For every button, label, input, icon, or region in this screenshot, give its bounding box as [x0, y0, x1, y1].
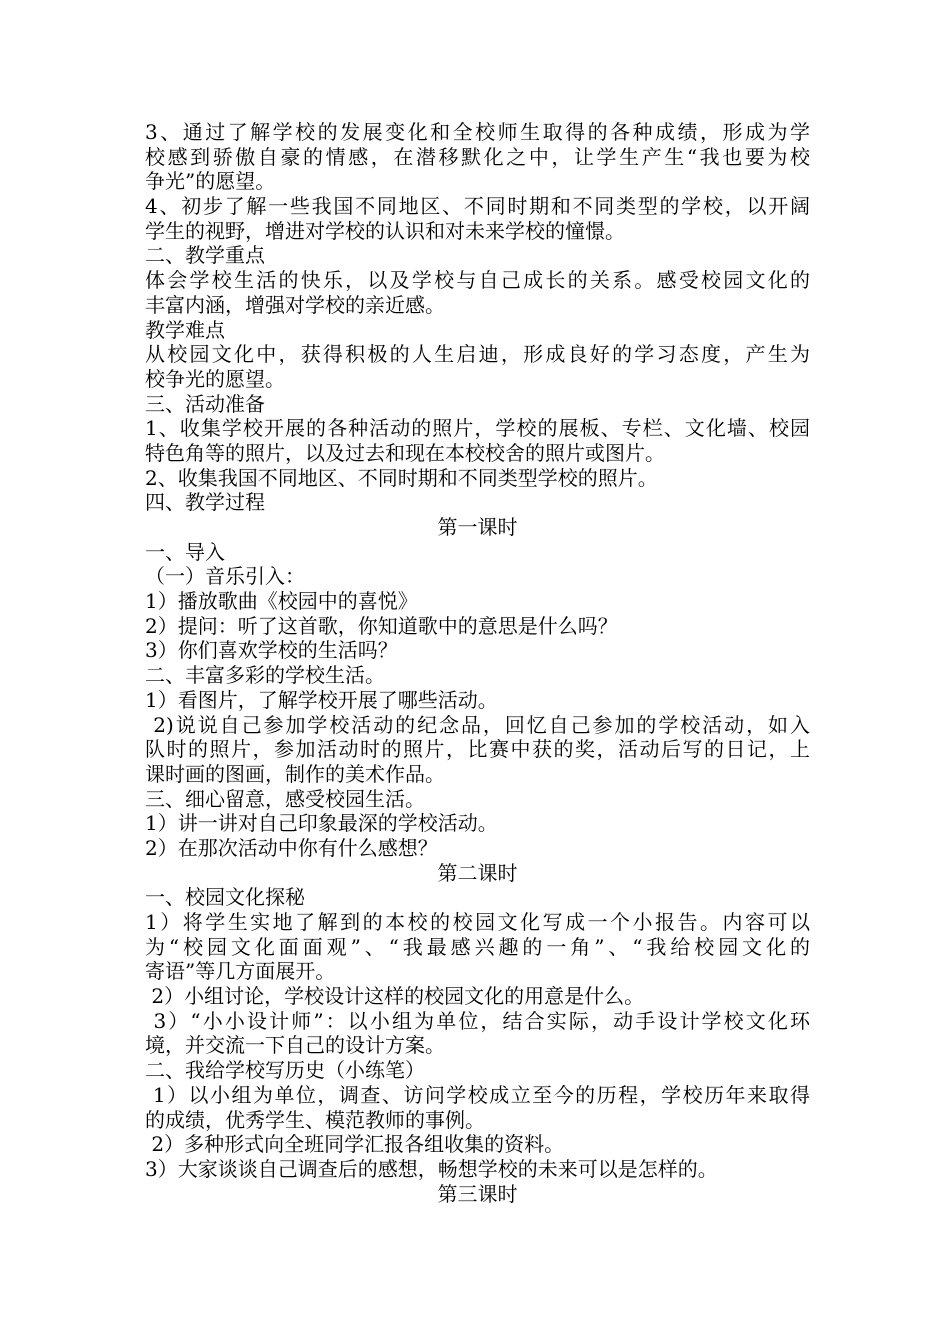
text-line: 寄语”等几方面展开。 — [145, 959, 336, 984]
text-line: 1）播放歌曲《校园中的喜悦》 — [145, 589, 418, 614]
text-line: 2）提问：听了这首歌，你知道歌中的意思是什么吗？ — [145, 613, 618, 638]
text-line: 三、活动准备 — [145, 391, 265, 416]
text-line: 校感到骄傲自豪的情感，在潜移默化之中，让学生产生“我也要为校 — [145, 144, 810, 169]
text-line: 3、通过了解学校的发展变化和全校师生取得的各种成绩，形成为学 — [145, 120, 810, 144]
text-line: 课时画的图画，制作的美术作品。 — [145, 761, 445, 786]
text-line: 1）讲一讲对自己印象最深的学校活动。 — [145, 811, 498, 836]
text-line: 二、丰富多彩的学校生活。 — [145, 663, 385, 688]
text-line: 从校园文化中，获得积极的人生启迪，形成良好的学习态度，产生为 — [145, 342, 810, 367]
text-line: 一、导入 — [145, 539, 225, 564]
text-line: 丰富内涵，增强对学校的亲近感。 — [145, 292, 445, 317]
text-line: 的成绩，优秀学生、模范教师的事例。 — [145, 1107, 485, 1132]
lesson-heading: 第一课时 — [437, 515, 518, 539]
text-line: 3）大家谈谈自己调查后的感想，畅想学校的未来可以是怎样的。 — [145, 1156, 718, 1181]
text-line: 2）小组讨论，学校设计这样的校园文化的用意是什么。 — [145, 984, 645, 1009]
text-line: 一、校园文化探秘 — [145, 885, 305, 910]
text-line: 1）将学生实地了解到的本校的校园文化写成一个小报告。内容可以 — [145, 910, 810, 934]
text-line: 四、教学过程 — [145, 490, 265, 515]
text-line: 二、我给学校写历史（小练笔） — [145, 1058, 425, 1083]
text-line: 争光”的愿望。 — [145, 169, 276, 194]
text-line: 2）在那次活动中你有什么感想？ — [145, 835, 438, 860]
lesson-heading: 第三课时 — [437, 1181, 518, 1206]
text-line: 队时的照片，参加活动时的照片，比赛中获的奖，活动后写的日记，上 — [145, 737, 810, 762]
document-body — [145, 120, 810, 1206]
text-line: 3）你们喜欢学校的生活吗？ — [145, 638, 398, 663]
text-line: 1、收集学校开展的各种活动的照片，学校的展板、专栏、文化墙、校园 — [145, 416, 810, 441]
text-line: 境，并交流一下自己的设计方案。 — [145, 1033, 445, 1058]
text-line: 为“校园文化面面观”、“我最感兴趣的一角”、“我给校园文化的 — [145, 934, 810, 959]
text-line: 2)说说自己参加学校活动的纪念品，回忆自己参加的学校活动，如入 — [145, 712, 810, 737]
text-line: 校争光的愿望。 — [145, 366, 285, 391]
text-line: 特色角等的照片，以及过去和现在本校校舍的照片或图片。 — [145, 440, 665, 465]
text-line: 教学难点 — [145, 317, 225, 342]
text-line: 4、初步了解一些我国不同地区、不同时期和不同类型的学校，以开阔 — [145, 194, 810, 219]
text-line: 2、收集我国不同地区、不同时期和不同类型学校的照片。 — [145, 465, 658, 490]
text-line: （一）音乐引入： — [145, 564, 305, 589]
text-line: 3）“小小设计师”：以小组为单位，结合实际，动手设计学校文化环 — [145, 1008, 810, 1033]
text-line: 三、细心留意，感受校园生活。 — [145, 786, 425, 811]
text-line: 二、教学重点 — [145, 243, 265, 268]
text-line: 1）以小组为单位，调查、访问学校成立至今的历程，学校历年来取得 — [145, 1082, 810, 1107]
text-line: 体会学校生活的快乐，以及学校与自己成长的关系。感受校园文化的 — [145, 268, 810, 293]
text-line: 1）看图片，了解学校开展了哪些活动。 — [145, 687, 498, 712]
text-line: 学生的视野，增进对学校的认识和对未来学校的憧憬。 — [145, 218, 625, 243]
text-line: 2）多种形式向全班同学汇报各组收集的资料。 — [145, 1132, 565, 1157]
lesson-heading: 第二课时 — [437, 860, 518, 885]
